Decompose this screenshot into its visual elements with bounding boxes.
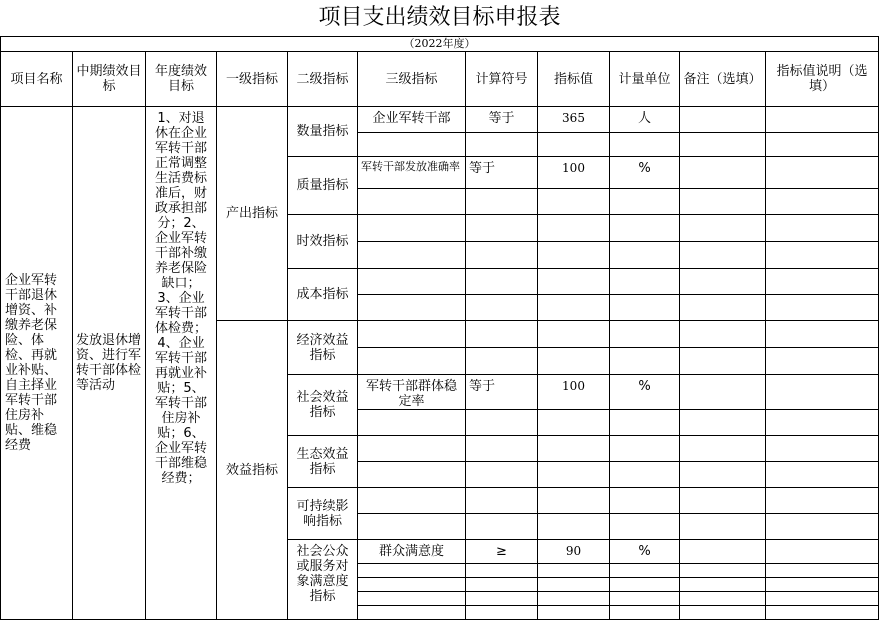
table-cell: [610, 189, 680, 215]
quantity-symbol: 等于: [466, 107, 538, 133]
table-cell: [610, 436, 680, 462]
table-cell: [538, 321, 610, 348]
table-cell: [766, 606, 879, 620]
table-cell: [466, 488, 538, 514]
table-cell: [610, 348, 680, 375]
table-cell: [680, 348, 766, 375]
table-cell: [610, 462, 680, 488]
header-level2: 二级指标: [288, 52, 358, 107]
header-symbol: 计算符号: [466, 52, 538, 107]
table-cell: [610, 269, 680, 295]
table-cell: [766, 321, 879, 348]
table-cell: [358, 215, 466, 242]
table-cell: [466, 410, 538, 436]
table-cell: [466, 348, 538, 375]
table-cell: [358, 410, 466, 436]
table-cell: [680, 578, 766, 592]
table-cell: [766, 514, 879, 540]
social-unit: %: [610, 375, 680, 410]
table-cell: [610, 242, 680, 269]
table-cell: [466, 242, 538, 269]
level2-satisfaction: 社会公众或服务对象满意度指标: [288, 540, 358, 620]
table-cell: [538, 410, 610, 436]
table-cell: [610, 592, 680, 606]
table-cell: [466, 578, 538, 592]
table-cell: [538, 564, 610, 578]
table-cell: [538, 269, 610, 295]
header-annual-goal: 年度绩效目标: [146, 52, 217, 107]
table-cell: [538, 514, 610, 540]
table-cell: [358, 242, 466, 269]
header-level1: 一级指标: [217, 52, 288, 107]
level2-sustainable: 可持续影响指标: [288, 488, 358, 540]
table-cell: [466, 592, 538, 606]
satisfaction-value: 90: [538, 540, 610, 564]
table-cell: [466, 295, 538, 321]
table-cell: [358, 578, 466, 592]
quality-unit: %: [610, 157, 680, 189]
table-cell: [680, 436, 766, 462]
table-cell: [466, 436, 538, 462]
quantity-value: 365: [538, 107, 610, 133]
table-cell: [466, 133, 538, 157]
satisfaction-unit: %: [610, 540, 680, 564]
table-cell: [466, 606, 538, 620]
table-cell: [538, 462, 610, 488]
table-cell: [358, 189, 466, 215]
table-cell: [538, 295, 610, 321]
quantity-indicator: 企业军转干部: [358, 107, 466, 133]
table-cell: [466, 462, 538, 488]
social-value: 100: [538, 375, 610, 410]
table-cell: [610, 410, 680, 436]
table-cell: [766, 488, 879, 514]
mid-goal-cell: 发放退休增资、进行军转干部体检等活动: [73, 107, 146, 620]
quality-symbol: 等于: [466, 157, 538, 189]
table-cell: [680, 592, 766, 606]
table-cell: [610, 564, 680, 578]
table-cell: [680, 375, 766, 410]
annual-goal-cell: 1、对退休在企业军转干部正常调整生活费标准后，财政承担部分；2、企业军转干部补缴养老保险缺口；3、企业军转干部体检费；4、企业军转干部再就业补贴；5、军转干部住房补贴；6、企业军转干部维稳经费；: [146, 107, 217, 620]
table-cell: [538, 436, 610, 462]
level1-output: 产出指标: [217, 107, 288, 321]
table-cell: [358, 488, 466, 514]
table-cell: [766, 242, 879, 269]
level2-economic: 经济效益指标: [288, 321, 358, 375]
table-cell: [766, 215, 879, 242]
table-cell: [680, 488, 766, 514]
table-cell: [680, 295, 766, 321]
table-cell: [766, 410, 879, 436]
table-cell: [680, 215, 766, 242]
quantity-unit: 人: [610, 107, 680, 133]
table-cell: [466, 269, 538, 295]
year-label: （2022年度）: [1, 37, 879, 52]
table-cell: [610, 215, 680, 242]
table-cell: [538, 606, 610, 620]
header-level3: 三级指标: [358, 52, 466, 107]
level2-quantity: 数量指标: [288, 107, 358, 157]
table-cell: [766, 578, 879, 592]
table-cell: [466, 215, 538, 242]
level2-cost: 成本指标: [288, 269, 358, 321]
header-project-name: 项目名称: [1, 52, 73, 107]
project-name-cell: 企业军转干部退休增资、补缴养老保险、体检、再就业补贴、自主择业军转干部住房补贴、维稳经费: [1, 107, 73, 620]
table-cell: [610, 606, 680, 620]
social-indicator: 军转干部群体稳定率: [358, 375, 466, 410]
table-cell: [358, 295, 466, 321]
table-cell: [466, 189, 538, 215]
table-cell: [358, 436, 466, 462]
table-cell: [538, 215, 610, 242]
table-cell: [610, 295, 680, 321]
table-cell: [680, 514, 766, 540]
table-cell: [766, 189, 879, 215]
table-cell: [358, 269, 466, 295]
level1-benefit: 效益指标: [217, 321, 288, 620]
table-cell: [538, 578, 610, 592]
page-title: 项目支出绩效目标申报表: [1, 0, 879, 37]
table-cell: [766, 269, 879, 295]
header-value-note: 指标值说明（选填）: [766, 52, 879, 107]
table-cell: [680, 157, 766, 189]
table-cell: [766, 375, 879, 410]
quality-value: 100: [538, 157, 610, 189]
table-cell: [466, 514, 538, 540]
header-unit: 计量单位: [610, 52, 680, 107]
table-cell: [680, 133, 766, 157]
table-cell: [766, 133, 879, 157]
table-cell: [680, 410, 766, 436]
header-row: [1, 52, 879, 107]
header-value: 指标值: [538, 52, 610, 107]
table-cell: [358, 514, 466, 540]
table-cell: [766, 540, 879, 564]
table-cell: [766, 348, 879, 375]
quality-indicator: 军转干部发放准确率: [358, 157, 466, 189]
table-cell: [766, 295, 879, 321]
table-cell: [538, 242, 610, 269]
level2-timeliness: 时效指标: [288, 215, 358, 269]
satisfaction-indicator: 群众满意度: [358, 540, 466, 564]
satisfaction-symbol: ≥: [466, 540, 538, 564]
table-cell: [538, 488, 610, 514]
table-cell: [538, 133, 610, 157]
table-cell: [358, 606, 466, 620]
table-cell: [680, 321, 766, 348]
table-cell: [538, 348, 610, 375]
table-cell: [680, 540, 766, 564]
table-cell: [538, 592, 610, 606]
table-cell: [766, 436, 879, 462]
table-cell: [680, 189, 766, 215]
table-cell: [680, 564, 766, 578]
table-cell: [680, 107, 766, 133]
header-remark: 备注（选填）: [680, 52, 766, 107]
table-cell: [610, 321, 680, 348]
table-cell: [610, 514, 680, 540]
level2-ecological: 生态效益指标: [288, 436, 358, 488]
table-cell: [358, 592, 466, 606]
level2-social: 社会效益指标: [288, 375, 358, 436]
table-cell: [358, 321, 466, 348]
table-cell: [766, 157, 879, 189]
table-cell: [466, 564, 538, 578]
table-cell: [358, 564, 466, 578]
table-cell: [680, 269, 766, 295]
level2-quality: 质量指标: [288, 157, 358, 215]
table-cell: [610, 578, 680, 592]
table-cell: [680, 606, 766, 620]
table-cell: [680, 242, 766, 269]
table-cell: [766, 592, 879, 606]
table-cell: [680, 462, 766, 488]
table-cell: [610, 133, 680, 157]
table-cell: [766, 107, 879, 133]
table-cell: [358, 348, 466, 375]
table-cell: [766, 564, 879, 578]
table-cell: [466, 321, 538, 348]
table-cell: [358, 462, 466, 488]
table-cell: [538, 189, 610, 215]
header-mid-goal: 中期绩效目标: [73, 52, 146, 107]
table-cell: [766, 462, 879, 488]
social-symbol: 等于: [466, 375, 538, 410]
table-cell: [610, 488, 680, 514]
table-cell: [358, 133, 466, 157]
